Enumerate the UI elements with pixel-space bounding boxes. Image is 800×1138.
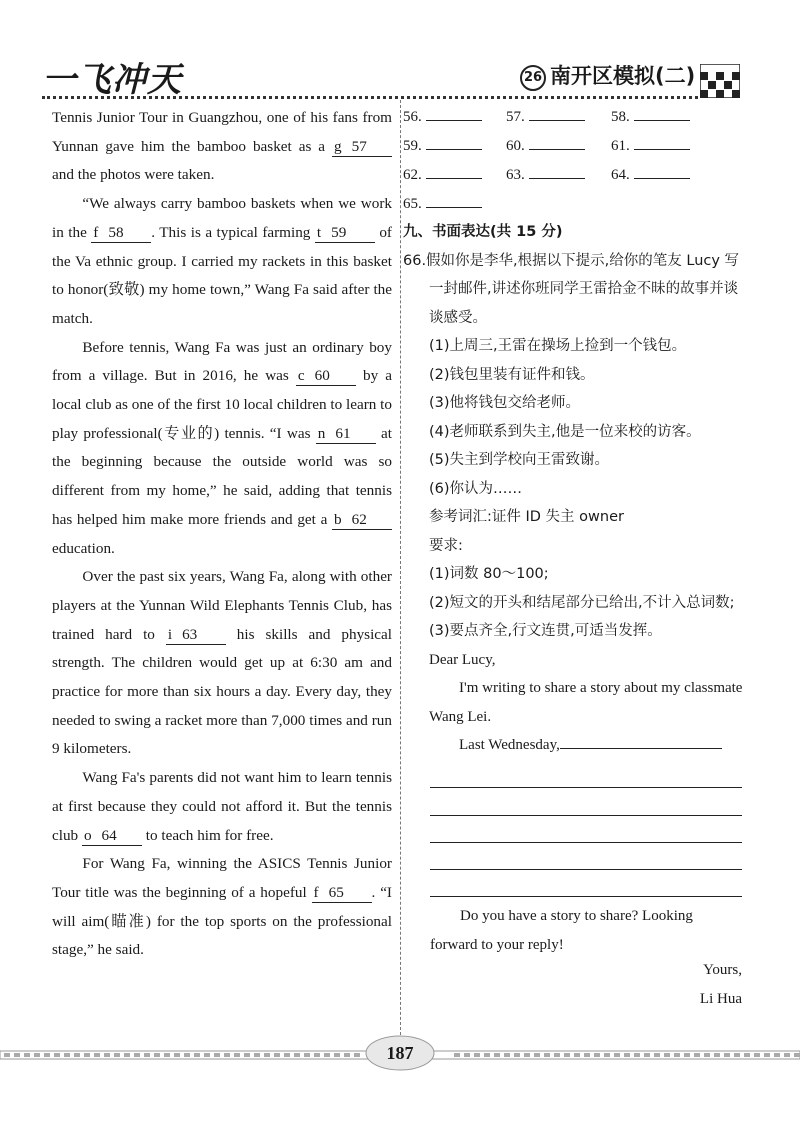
writing-line[interactable]	[430, 815, 742, 816]
letter-signoff: Yours, Li Hua	[699, 962, 742, 1007]
passage-paragraph: “We always carry bamboo baskets when we work in the f 58 . This is a typical farming t 59 of the Va ethnic group. I carried my rackets in this basket to honor(致敬) my home town,” Wang Fa said after the match.	[52, 195, 392, 327]
requirements-title: 要求:	[429, 537, 463, 554]
checker-decoration	[700, 64, 740, 98]
exam-title-text: 南开区模拟(二)	[550, 64, 696, 88]
requirement-item: (2)短文的开头和结尾部分已给出,不计入总词数;	[429, 594, 735, 611]
answer-blank-64[interactable]: o 64	[82, 827, 142, 846]
writing-task	[403, 218, 743, 760]
answer-blank-63[interactable]: i 63	[166, 626, 226, 645]
requirement-item: (3)要点齐全,行文连贯,可适当发挥。	[429, 623, 662, 639]
answer-blank-61[interactable]: n 61	[316, 425, 376, 444]
passage-paragraph: Tennis Junior Tour in Guangzhou, one of his fans from Yunnan gave him the bamboo basket as a g 57 and the photos were taken.	[52, 109, 392, 184]
answer-line-63[interactable]: 63.	[506, 164, 585, 184]
hint-item: (4)老师联系到失主,他是一位来校的访客。	[429, 423, 701, 440]
answer-blank-62[interactable]: b 62	[332, 511, 392, 530]
answer-line-58[interactable]: 58.	[611, 106, 690, 126]
letter-last-wednesday: Last Wednesday,	[403, 731, 743, 760]
hint-item: (2)钱包里装有证件和钱。	[429, 366, 595, 383]
vocab-reference: 参考词汇:证件 ID 失主 owner	[429, 509, 624, 525]
answer-line-64[interactable]: 64.	[611, 164, 690, 184]
reading-passage	[52, 104, 392, 965]
answer-line-65[interactable]: 65.	[403, 193, 482, 213]
writing-prompt: 66.假如你是李华,根据以下提示,给你的笔友 Lucy 写一封邮件,讲述你班同学王雷拾金不昧的故事并谈谈感受。	[403, 252, 740, 326]
answer-line-56[interactable]: 56.	[403, 106, 482, 126]
passage-paragraph: Wang Fa's parents did not want him to learn tennis at first because they could not afford it. But the tennis club o 64 to teach him for free.	[52, 769, 392, 844]
answer-blank-60[interactable]: c 60	[296, 367, 356, 386]
hint-list	[403, 332, 743, 646]
hint-item: (5)失主到学校向王雷致谢。	[429, 452, 610, 468]
exam-number: 26	[520, 65, 546, 91]
writing-line[interactable]	[430, 787, 742, 788]
section-title: 九、书面表达(共 15 分)	[403, 224, 563, 240]
header-rule	[42, 96, 698, 99]
writing-line[interactable]	[430, 896, 742, 897]
answer-line-62[interactable]: 62.	[403, 164, 482, 184]
letter-closing: Do you have a story to share? Looking forward to your reply!	[430, 908, 693, 953]
requirement-item: (1)词数 80～100;	[429, 566, 549, 582]
answer-blank-58[interactable]: f 58	[91, 224, 151, 243]
passage-paragraph: For Wang Fa, winning the ASICS Tennis Junior Tour title was the beginning of a hopeful f 65 . “I will aim(瞄准) for the top sports on the professional stage,” he said.	[52, 855, 392, 959]
letter-opening: I'm writing to share a story about my classmate Wang Lei.	[429, 680, 743, 725]
writing-line[interactable]	[430, 842, 742, 843]
column-divider	[400, 100, 401, 1050]
answer-line-57[interactable]: 57.	[506, 106, 585, 126]
answer-blank-59[interactable]: t 59	[315, 224, 375, 243]
answer-line-61[interactable]: 61.	[611, 135, 690, 155]
hint-item: (1)上周三,王雷在操场上捡到一个钱包。	[429, 338, 687, 354]
hint-item: (3)他将钱包交给老师。	[429, 395, 581, 411]
answer-line-59[interactable]: 59.	[403, 135, 482, 155]
answer-blank-57[interactable]: g 57	[332, 138, 392, 157]
brand-logo: 一飞冲天	[42, 60, 182, 100]
letter-greeting: Dear Lucy,	[429, 651, 496, 668]
answer-blank-65[interactable]: f 65	[312, 884, 372, 903]
passage-paragraph: Over the past six years, Wang Fa, along with other players at the Yunnan Wild Elephants Tennis Club, has trained hard to i 63 his skills and physical strength. The children would get up at 6:30 am and practice for more than six hours a day. Every day, they needed to swing a racket more than 7,000 times and run 9 kilometers.	[52, 568, 393, 758]
exam-title	[520, 60, 695, 91]
passage-paragraph: Before tennis, Wang Fa was just an ordinary boy from a village. But in 2016, he was c 60 by a local club as one of the first 10 local children to learn to play professional(专业的) tennis. “I was n 61 at the beginning because the outside world was so different from my home,” he said, adding that tennis has helped him make more friends and get a b 62 education.	[52, 338, 392, 557]
hint-item: (6)你认为……	[429, 480, 523, 497]
page-number: 187	[386, 1043, 414, 1063]
writing-line[interactable]	[430, 869, 742, 870]
answer-line-60[interactable]: 60.	[506, 135, 585, 155]
